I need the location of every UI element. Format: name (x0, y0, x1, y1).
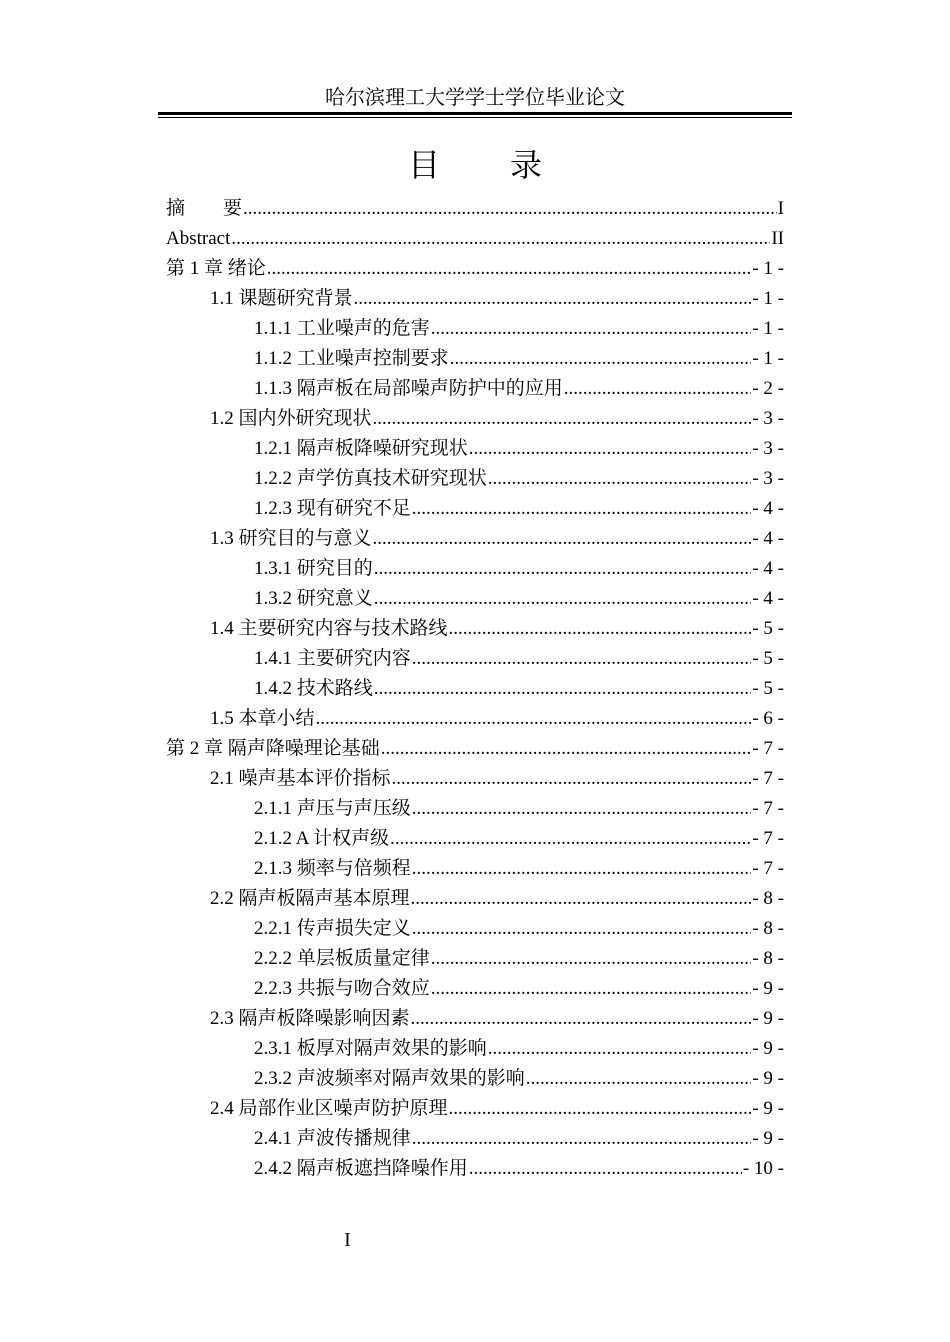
toc-dot-leader (469, 1154, 742, 1184)
toc-entry[interactable] (166, 1094, 784, 1124)
toc-entry-label: 1.4.2 技术路线 (254, 678, 373, 699)
toc-dot-leader (412, 494, 752, 524)
toc-entry[interactable] (166, 1064, 784, 1094)
toc-dot-leader (390, 824, 751, 854)
toc-dot-leader (412, 914, 752, 944)
toc-entry[interactable] (166, 914, 784, 944)
toc-entry[interactable] (166, 194, 784, 224)
toc-entry-page: - 1 - (752, 318, 784, 339)
toc-entry[interactable] (166, 734, 784, 764)
toc-entry-label: 1.3.2 研究意义 (254, 588, 373, 609)
header-rule-thin (158, 117, 792, 118)
toc-entry[interactable] (166, 284, 784, 314)
toc-entry-page: - 1 - (752, 348, 784, 369)
toc-entry-label: 第 1 章 绪论 (166, 258, 266, 279)
toc-dot-leader (488, 464, 752, 494)
toc-entry[interactable] (166, 614, 784, 644)
toc-dot-leader (316, 704, 752, 734)
toc-entry[interactable] (166, 824, 784, 854)
toc-dot-leader (411, 1004, 752, 1034)
toc-dot-leader (412, 794, 752, 824)
toc-dot-leader (564, 374, 752, 404)
toc-entry[interactable] (166, 404, 784, 434)
toc-entry[interactable] (166, 884, 784, 914)
toc-dot-leader (231, 224, 770, 254)
toc-entry-label: 2.1.1 声压与声压级 (254, 798, 411, 819)
toc-entry-page: - 4 - (752, 588, 784, 609)
toc-entry-label: 2.4.1 声波传播规律 (254, 1128, 411, 1149)
toc-entry-page: - 1 - (752, 258, 784, 279)
toc-entry-page: - 7 - (752, 738, 784, 759)
toc-entry[interactable] (166, 1124, 784, 1154)
toc-entry[interactable] (166, 554, 784, 584)
toc-dot-leader (488, 1034, 752, 1064)
toc-entry[interactable] (166, 524, 784, 554)
toc-title: 目录 (407, 147, 612, 183)
toc-dot-leader (392, 764, 752, 794)
toc-entry-label: 2.4.2 隔声板遮挡降噪作用 (254, 1158, 468, 1179)
toc-dot-leader (381, 734, 752, 764)
toc-entry-label: 第 2 章 隔声降噪理论基础 (166, 738, 380, 759)
toc-entry-page: - 4 - (752, 528, 784, 549)
header-rule-thick (158, 112, 792, 115)
toc-entry-label: 2.2.3 共振与吻合效应 (254, 978, 430, 999)
toc-entry[interactable] (166, 374, 784, 404)
toc-entry-page: - 9 - (752, 978, 784, 999)
toc-entry-label: 2.3 隔声板降噪影响因素 (210, 1008, 410, 1029)
toc-dot-leader (449, 614, 752, 644)
toc-dot-leader (373, 524, 752, 554)
toc-entry-label: 1.2.1 隔声板降噪研究现状 (254, 438, 468, 459)
toc-entry[interactable] (166, 344, 784, 374)
toc-entry-label: 1.2.2 声学仿真技术研究现状 (254, 468, 487, 489)
toc-entry[interactable] (166, 314, 784, 344)
running-header: 哈尔滨理工大学学士学位毕业论文 (325, 87, 625, 109)
toc-dot-leader (412, 854, 752, 884)
toc-entry-page: - 9 - (752, 1098, 784, 1119)
toc-entry-page: - 3 - (752, 408, 784, 429)
toc-dot-leader (526, 1064, 752, 1094)
toc-dot-leader (411, 884, 752, 914)
toc-entry-page: - 7 - (752, 858, 784, 879)
toc-entry-page: - 10 - (742, 1158, 784, 1179)
toc-dot-leader (449, 1094, 752, 1124)
toc-entry-label: 2.4 局部作业区噪声防护原理 (210, 1098, 448, 1119)
toc-entry-page: I (777, 198, 784, 219)
toc-entry[interactable] (166, 1034, 784, 1064)
toc-entry[interactable] (166, 584, 784, 614)
toc-entry-page: - 3 - (752, 468, 784, 489)
toc-entry[interactable] (166, 794, 784, 824)
toc-entry-page: - 5 - (752, 678, 784, 699)
toc-entry-label: 1.2 国内外研究现状 (210, 408, 372, 429)
toc-dot-leader (469, 434, 752, 464)
toc-entry[interactable] (166, 854, 784, 884)
toc-entry-label: 2.3.1 板厚对隔声效果的影响 (254, 1038, 487, 1059)
toc-entry-page: - 1 - (752, 288, 784, 309)
toc-dot-leader (412, 644, 752, 674)
toc-dot-leader (412, 1124, 752, 1154)
toc-entry[interactable] (166, 254, 784, 284)
toc-entry-page: - 7 - (752, 768, 784, 789)
toc-entry-label: 摘 要 (166, 198, 243, 219)
toc-dot-leader (431, 944, 752, 974)
toc-entry-page: - 9 - (752, 1008, 784, 1029)
toc-entry[interactable] (166, 644, 784, 674)
page-number: I (344, 1229, 351, 1251)
toc-entry-page: - 8 - (752, 888, 784, 909)
toc-entry-label: 1.1 课题研究背景 (210, 288, 353, 309)
toc-entry-page: - 4 - (752, 498, 784, 519)
toc-entry-page: - 8 - (752, 918, 784, 939)
toc-entry[interactable] (166, 494, 784, 524)
toc-dot-leader (431, 314, 752, 344)
toc-entry[interactable] (166, 674, 784, 704)
toc-entry-label: 1.5 本章小结 (210, 708, 315, 729)
toc-entry-label: 1.2.3 现有研究不足 (254, 498, 411, 519)
toc-entry[interactable] (166, 944, 784, 974)
toc-entry-label: 1.3.1 研究目的 (254, 558, 373, 579)
toc-entry-label: 2.1.2 A 计权声级 (254, 828, 390, 849)
toc-entry-page: - 4 - (752, 558, 784, 579)
toc-entry-label: 2.2 隔声板隔声基本原理 (210, 888, 410, 909)
toc-entry-label: Abstract (166, 228, 231, 249)
toc-entry-label: 1.1.3 隔声板在局部噪声防护中的应用 (254, 378, 563, 399)
toc-entry[interactable] (166, 764, 784, 794)
toc-entry-label: 1.4.1 主要研究内容 (254, 648, 411, 669)
toc-entry[interactable] (166, 974, 784, 1004)
toc-entry-page: - 9 - (752, 1128, 784, 1149)
toc-entry-label: 1.4 主要研究内容与技术路线 (210, 618, 448, 639)
toc-entry-page: - 7 - (752, 798, 784, 819)
toc-entry-page: - 3 - (752, 438, 784, 459)
toc-dot-leader (373, 404, 752, 434)
toc-dot-leader (374, 674, 752, 704)
toc-entry-page: II (771, 228, 784, 249)
toc-entry-page: - 5 - (752, 618, 784, 639)
toc-entry[interactable] (166, 464, 784, 494)
toc-entry-page: - 2 - (752, 378, 784, 399)
toc-entry-page: - 5 - (752, 648, 784, 669)
toc-entry-label: 2.1.3 频率与倍频程 (254, 858, 411, 879)
toc-entry-label: 2.1 噪声基本评价指标 (210, 768, 391, 789)
toc-entry-page: - 8 - (752, 948, 784, 969)
toc-entry-page: - 6 - (752, 708, 784, 729)
toc-entry-label: 2.3.2 声波频率对隔声效果的影响 (254, 1068, 525, 1089)
toc-entry[interactable] (166, 704, 784, 734)
toc-entry-label: 2.2.2 单层板质量定律 (254, 948, 430, 969)
toc-entry[interactable] (166, 224, 784, 254)
toc-dot-leader (431, 974, 752, 1004)
toc-dot-leader (354, 284, 752, 314)
toc-dot-leader (243, 194, 777, 224)
toc-entry-page: - 9 - (752, 1038, 784, 1059)
toc-dot-leader (374, 554, 752, 584)
toc-entry-label: 1.1.1 工业噪声的危害 (254, 318, 430, 339)
table-of-contents (166, 194, 784, 1184)
toc-entry[interactable] (166, 434, 784, 464)
toc-entry[interactable] (166, 1004, 784, 1034)
toc-entry-page: - 7 - (752, 828, 784, 849)
toc-dot-leader (374, 584, 752, 614)
toc-dot-leader (267, 254, 752, 284)
toc-entry-label: 1.3 研究目的与意义 (210, 528, 372, 549)
toc-entry[interactable] (166, 1154, 784, 1184)
toc-dot-leader (450, 344, 752, 374)
toc-entry-label: 2.2.1 传声损失定义 (254, 918, 411, 939)
toc-entry-page: - 9 - (752, 1068, 784, 1089)
toc-entry-label: 1.1.2 工业噪声控制要求 (254, 348, 449, 369)
